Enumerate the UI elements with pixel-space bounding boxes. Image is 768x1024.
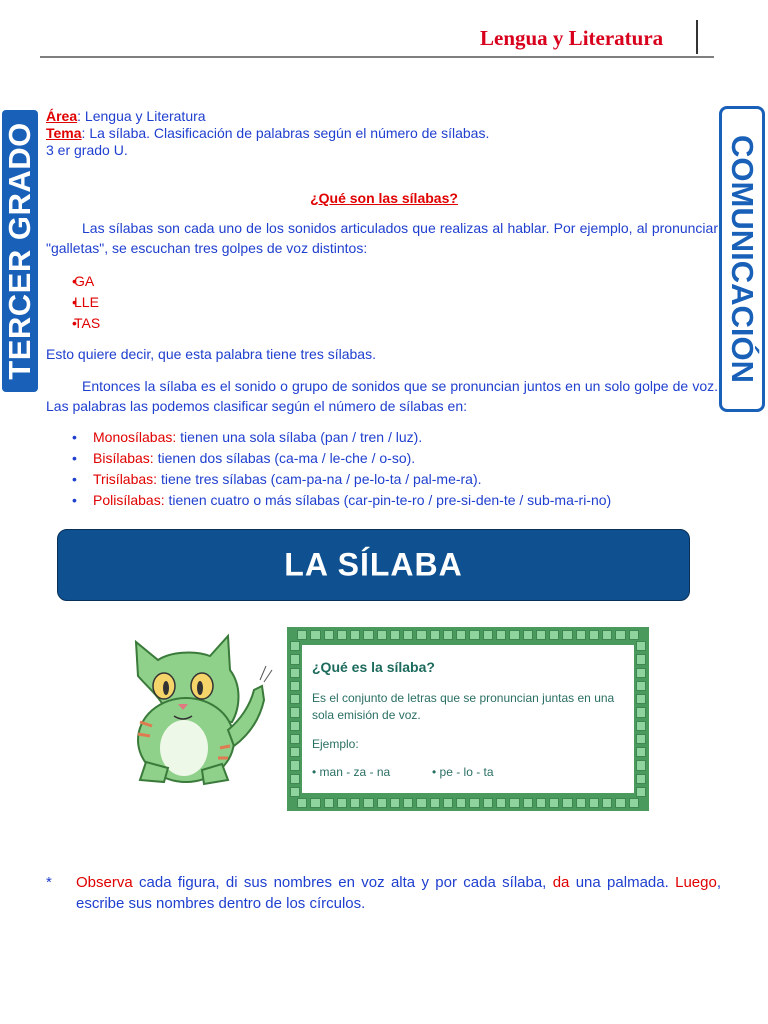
frame-square [615,798,625,808]
frame-square [290,774,300,784]
frame-square [562,798,572,808]
syllable-list [46,271,100,334]
area-value: : Lengua y Literatura [77,108,206,124]
frame-square [602,630,612,640]
cat-icon [110,630,280,790]
frame-square [509,630,519,640]
frame-square [496,630,506,640]
frame-square [430,798,440,808]
header-title: Lengua y Literatura [480,26,664,50]
frame-square [523,798,533,808]
frame-square [290,694,300,704]
frame-square [377,798,387,808]
section-title: ¿Qué son las sílabas? [310,190,458,206]
instruction-text-3: , escribe sus nombres dentro de los círculos. [76,874,721,912]
frame-square [337,630,347,640]
frame-square [290,787,300,797]
frame-square [310,630,320,640]
frame-square [576,798,586,808]
info-definition: Es el conjunto de letras que se pronuncian juntas en una sola emisión de voz. [312,691,615,722]
frame-square [297,630,307,640]
title-banner [57,529,690,601]
list-item: • LLE [74,292,100,313]
list-item [46,448,611,469]
conclusion-paragraph: Esto quiere decir, que esta palabra tiene tres sílabas. [46,346,376,362]
frame-square [350,630,360,640]
instruction-word-da: da [552,874,570,891]
frame-square [290,641,300,651]
instruction-text-2: una palmada. [569,874,676,891]
frame-square [469,630,479,640]
frame-square [324,798,334,808]
frame-square [456,798,466,808]
frame-square [290,654,300,664]
area-label: Área [46,108,78,124]
frame-square [483,630,493,640]
subject-side-text: COMUNICACIÓN [725,135,760,383]
meta-info [46,108,489,159]
frame-square [290,734,300,744]
frame-square [390,798,400,808]
frame-square [589,630,599,640]
frame-square [549,798,559,808]
info-example-label: Ejemplo: [312,737,359,751]
frame-square [636,641,646,651]
list-item [46,469,611,490]
instruction-word-observa: Observa [76,874,133,891]
instruction-word-luego: Luego [675,874,717,891]
definition-text: Entonces la sílaba es el sonido o grupo de sonidos que se pronuncian juntos en un solo golpe de voz. Las palabras las podemos clasificar según el número de sílabas en: [46,378,718,414]
frame-square [496,798,506,808]
header-divider [696,20,698,54]
frame-square [390,630,400,640]
class-term: Trisílabas: [93,471,158,487]
frame-square [629,798,639,808]
frame-square [636,721,646,731]
frame-square [297,798,307,808]
instruction-text-1: cada figura, di sus nombres en voz alta y por cada sílaba, [132,874,553,891]
frame-square [589,798,599,808]
intro-paragraph [46,218,718,258]
class-term: Bisílabas: [93,450,154,466]
frame-square [290,707,300,717]
frame-square [403,630,413,640]
frame-square [377,630,387,640]
frame-square [443,630,453,640]
class-desc: tiene tres sílabas (cam-pa-na / pe-lo-ta / pal-me-ra). [157,471,482,487]
frame-square [536,798,546,808]
frame-square [636,668,646,678]
frame-square [403,798,413,808]
frame-square [636,747,646,757]
list-item [46,427,611,448]
frame-square [324,630,334,640]
frame-square [290,760,300,770]
info-example-2: • pe - lo - ta [432,765,494,779]
frame-square [416,798,426,808]
instruction-bullet: * [46,874,52,891]
frame-square [290,721,300,731]
frame-square [363,798,373,808]
frame-square [363,630,373,640]
frame-square [636,734,646,744]
frame-square [310,798,320,808]
frame-square [636,654,646,664]
header-rule [40,56,714,58]
frame-square [636,787,646,797]
frame-square [636,681,646,691]
class-desc: tienen cuatro o más sílabas (car-pin-te-ro / pre-si-den-te / sub-ma-ri-no) [164,492,612,508]
grade-side-text: TERCER GRADO [2,122,37,380]
frame-square [576,630,586,640]
frame-square [536,630,546,640]
frame-square [416,630,426,640]
frame-square [456,630,466,640]
info-box-content [302,645,634,793]
class-desc: tienen dos sílabas (ca-ma / le-che / o-so). [153,450,416,466]
frame-square [290,747,300,757]
frame-square [523,630,533,640]
classification-list [46,427,611,511]
tema-value: : La sílaba. Clasificación de palabras según el número de sílabas. [81,125,490,141]
class-desc: tienen una sola sílaba (pan / tren / luz). [176,429,423,445]
definition-paragraph [46,376,718,416]
frame-square [636,707,646,717]
info-question: ¿Qué es la sílaba? [312,659,435,675]
class-term: Monosílabas: [93,429,177,445]
frame-square [469,798,479,808]
frame-square [483,798,493,808]
frame-square [509,798,519,808]
frame-square [290,681,300,691]
intro-text: Las sílabas son cada uno de los sonidos articulados que realizas al hablar. Por ejemplo, al pronunciar "galletas", se escuchan tres golpes de voz distintos: [46,220,718,256]
frame-square [350,798,360,808]
banner-title: LA SÍLABA [284,546,463,583]
frame-square [615,630,625,640]
frame-square [636,694,646,704]
frame-square [562,630,572,640]
list-item: • TAS [74,313,100,334]
frame-square [636,774,646,784]
tema-label: Tema [46,125,82,141]
frame-square [443,798,453,808]
instruction-paragraph [46,872,721,914]
info-example-1: • man - za - na [312,765,391,779]
frame-square [629,630,639,640]
frame-square [430,630,440,640]
frame-square [337,798,347,808]
grade-text: 3 er grado U. [46,142,128,158]
frame-square [549,630,559,640]
frame-square [602,798,612,808]
class-term: Polisílabas: [93,492,165,508]
list-item [46,490,611,511]
subject-side-label [719,106,765,412]
frame-square [290,668,300,678]
frame-square [636,760,646,770]
grade-side-label [2,110,38,392]
info-box [287,627,649,811]
list-item: • GA [74,271,100,292]
